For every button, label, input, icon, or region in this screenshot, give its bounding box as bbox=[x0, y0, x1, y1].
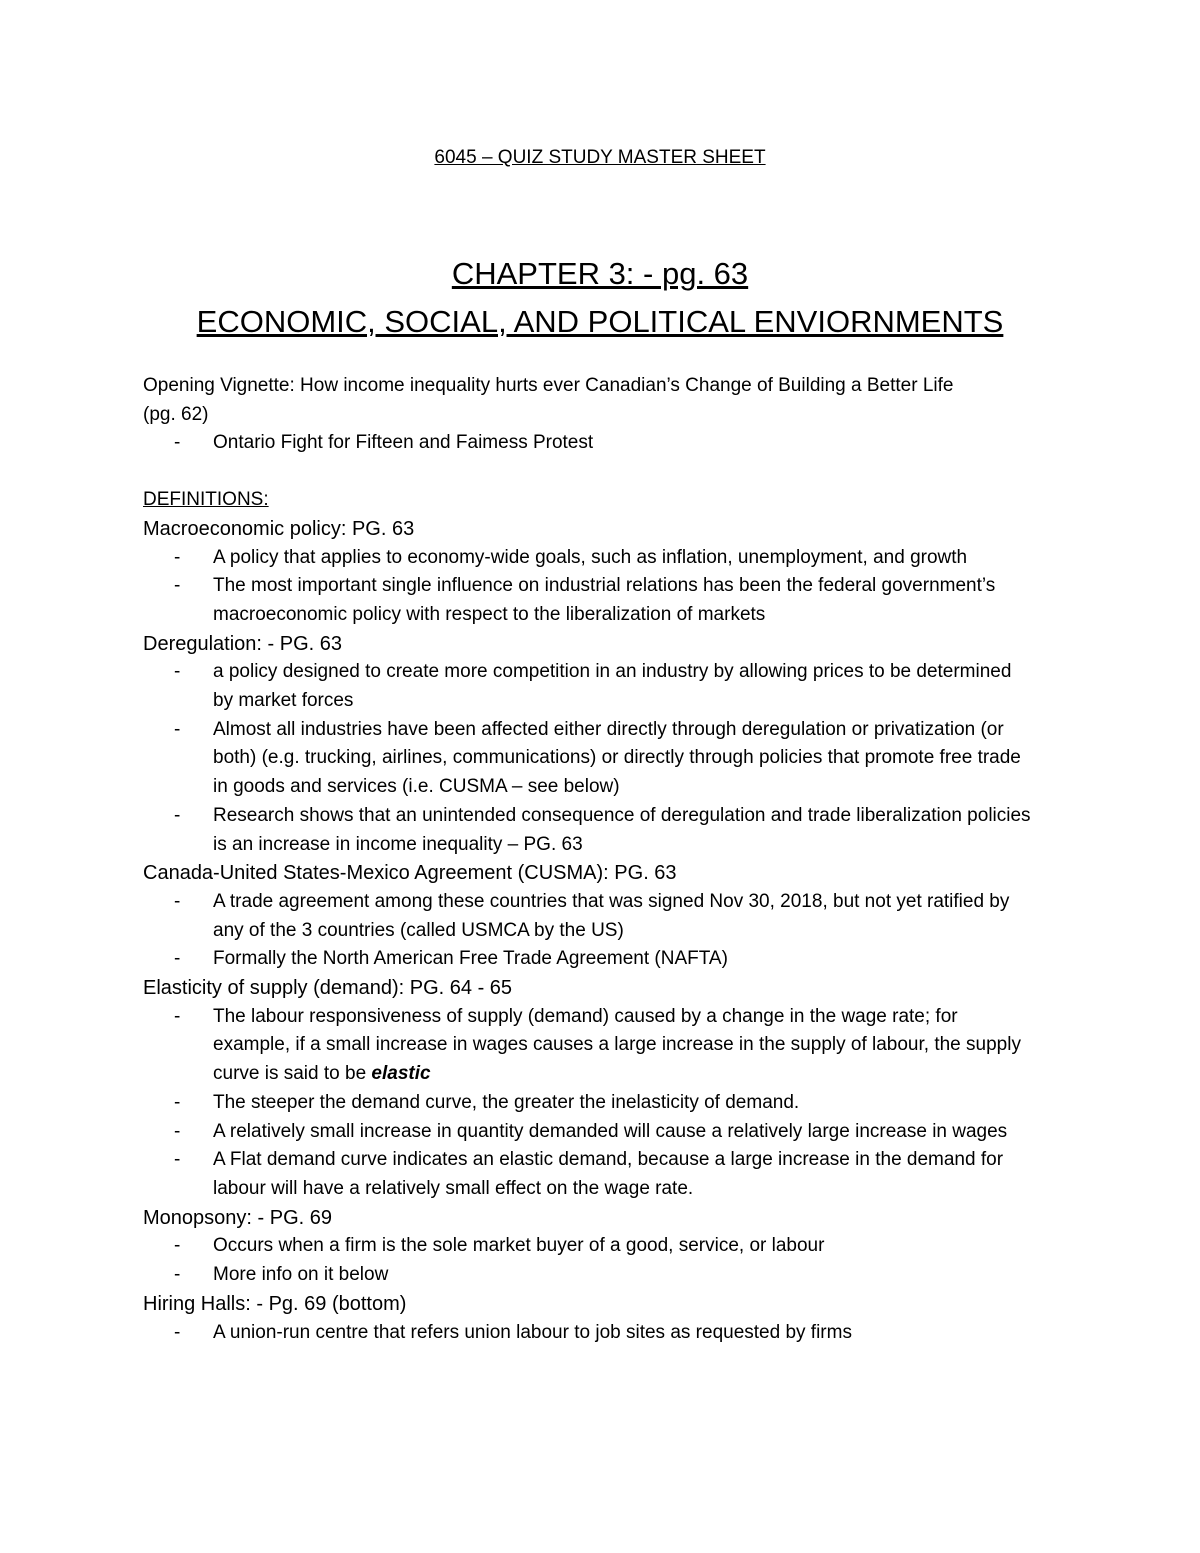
list-item bbox=[143, 945, 1033, 974]
bullet-dash: - bbox=[174, 1264, 181, 1286]
definition-term: Elasticity of supply (demand): PG. 64 - 65 bbox=[143, 977, 513, 1000]
definition-term: Hiring Halls: - Pg. 69 (bottom) bbox=[143, 1292, 407, 1315]
list-item bbox=[143, 888, 1033, 945]
bullet-text: A Flat demand curve indicates an elastic demand, because a large increase in the demand for labour will have a relatively small effect on the wage rate. bbox=[213, 1149, 1004, 1199]
bullet-dash: - bbox=[174, 1149, 181, 1171]
vignette-line: Opening Vignette: How income inequality hurts ever Canadian’s Change of Building a Better Life bbox=[143, 375, 954, 396]
bullet-text: Almost all industries have been affected either directly through deregulation or privatization (or both) (e.g. trucking, airlines, communications) or directly through policies that promote free trade in goods and services (i.e. CUSMA – see below) bbox=[213, 718, 1021, 798]
bullet-text: Formally the North American Free Trade Agreement (NAFTA) bbox=[213, 948, 728, 970]
chapter-subtitle: ECONOMIC, SOCIAL, AND POLITICAL ENVIORNMENTS bbox=[196, 304, 1004, 339]
bullet-text: The labour responsiveness of supply (demand) caused by a change in the wage rate; for example, if a small increase in wages causes a large increase in the supply of labour, the supply curve is said to be bbox=[213, 1005, 1021, 1085]
bullet-dash: - bbox=[174, 718, 181, 740]
bullet-text: Ontario Fight for Fifteen and Faimess Protest bbox=[213, 432, 594, 454]
list-item bbox=[143, 1232, 1033, 1261]
definition-bullets bbox=[143, 888, 1063, 974]
bullet-dash: - bbox=[174, 890, 181, 912]
list-item bbox=[143, 544, 1033, 573]
bullet-text: A relatively small increase in quantity demanded will cause a relatively large increase in wages bbox=[213, 1120, 1008, 1142]
definition-bullets bbox=[143, 1232, 1063, 1289]
bullet-text: More info on it below bbox=[213, 1264, 389, 1286]
definition-term: Canada-United States-Mexico Agreement (CUSMA): PG. 63 bbox=[143, 862, 677, 885]
bullet-dash: - bbox=[174, 1091, 181, 1113]
bullet-text: A union-run centre that refers union labour to job sites as requested by firms bbox=[213, 1321, 852, 1343]
bullet-dash: - bbox=[174, 804, 181, 826]
bullet-dash: - bbox=[174, 432, 181, 454]
bullet-dash: - bbox=[174, 1235, 181, 1257]
list-item bbox=[143, 1261, 1033, 1290]
definition-term: Deregulation: - PG. 63 bbox=[143, 632, 342, 655]
definition-bullets bbox=[143, 1319, 1063, 1348]
list-item bbox=[143, 802, 1033, 859]
bullet-text: Occurs when a firm is the sole market buyer of a good, service, or labour bbox=[213, 1235, 825, 1257]
bullet-dash: - bbox=[174, 1120, 181, 1142]
emphasis-word: elastic bbox=[371, 1063, 431, 1085]
definition-bullets bbox=[143, 1003, 1063, 1204]
sheet-title: 6045 – QUIZ STUDY MASTER SHEET bbox=[434, 147, 766, 168]
bullet-dash: - bbox=[174, 1321, 181, 1343]
definition-term: Macroeconomic policy: PG. 63 bbox=[143, 517, 415, 540]
bullet-text: a policy designed to create more competition in an industry by allowing prices to be determined by market forces bbox=[213, 661, 1012, 712]
definition-bullets bbox=[143, 544, 1063, 630]
bullet-text: A policy that applies to economy-wide goals, such as inflation, unemployment, and growth bbox=[213, 546, 968, 568]
list-item bbox=[143, 1118, 1033, 1147]
chapter-title: CHAPTER 3: - pg. 63 bbox=[451, 256, 749, 291]
bullet-text: A trade agreement among these countries that was signed Nov 30, 2018, but not yet ratified by any of the 3 countries (called USMCA by the US) bbox=[213, 890, 1010, 941]
list-item bbox=[143, 572, 1033, 629]
bullet-dash: - bbox=[174, 661, 181, 683]
list-item bbox=[143, 1089, 1033, 1118]
bullet-dash: - bbox=[174, 546, 181, 568]
definition-bullets bbox=[143, 658, 1063, 859]
list-item bbox=[143, 658, 1033, 715]
vignette-bullets bbox=[143, 429, 1063, 458]
bullet-text: Research shows that an unintended consequence of deregulation and trade liberalization policies is an increase in income inequality – PG. 63 bbox=[213, 804, 1031, 855]
list-item bbox=[143, 1146, 1033, 1203]
bullet-dash: - bbox=[174, 575, 181, 597]
list-item bbox=[143, 1319, 1033, 1348]
bullet-text: The most important single influence on industrial relations has been the federal government’s macroeconomic policy with respect to the liberalization of markets bbox=[213, 575, 996, 625]
vignette-page-ref: (pg. 62) bbox=[143, 403, 209, 425]
list-item bbox=[143, 1003, 1033, 1089]
document-body bbox=[143, 372, 1063, 1347]
bullet-dash: - bbox=[174, 948, 181, 970]
definitions-heading: DEFINITIONS: bbox=[143, 489, 269, 511]
list-item bbox=[143, 429, 1033, 458]
list-item bbox=[143, 716, 1033, 802]
bullet-text: The steeper the demand curve, the greater the inelasticity of demand. bbox=[213, 1091, 800, 1113]
bullet-dash: - bbox=[174, 1005, 181, 1027]
definition-term: Monopsony: - PG. 69 bbox=[143, 1206, 332, 1229]
